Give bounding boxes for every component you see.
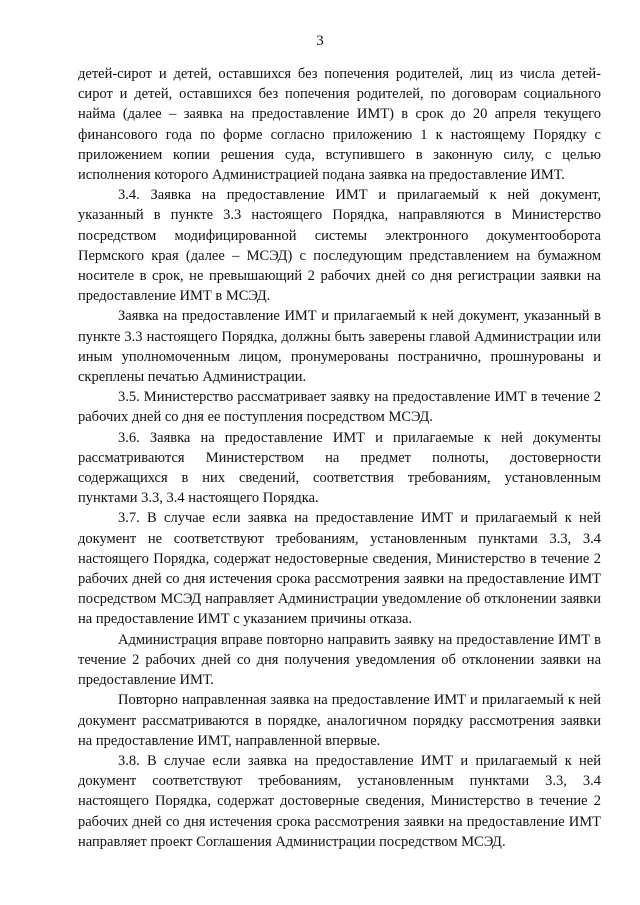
page-number: 3 xyxy=(316,33,324,49)
paragraph-continuation: детей-сирот и детей, оставшихся без попечения родителей, лиц из числа детей-сирот и детей, оставшихся без попечения родителей, по договорам социального найма (далее – заявка на предоставление ИМТ) в срок до 20 апреля текущего финансового года по форме согласно приложению 1 к настоящему Порядку с приложением копии решения суда, вступившего в законную силу, с целью исполнения которого Администрацией подана заявка на предоставление ИМТ. xyxy=(78,66,601,184)
paragraph-3-8: 3.8. В случае если заявка на предоставление ИМТ и прилагаемый к ней документ соответствуют требованиям, установленным пунктами 3.3, 3.4 настоящего Порядка, содержат достоверные сведения, Министерство в течение 2 рабочих дней со дня истечения срока рассмотрения заявки на предоставление ИМТ направляет проект Соглашения Администрации посредством МСЭД. xyxy=(78,752,601,850)
paragraph-3-5: 3.5. Министерство рассматривает заявку на предоставление ИМТ в течение 2 рабочих дней со дня ее поступления посредством МСЭД. xyxy=(78,389,601,426)
paragraph-3-4: 3.4. Заявка на предоставление ИМТ и прилагаемый к ней документ, указанный в пункте 3.3 настоящего Порядка, направляются в Министерство посредством модифицированной системы электронного документооборота Пермского края (далее – МСЭД) с последующим представлением на бумажном носителе в срок, не превышающий 2 рабочих дней со дня регистрации заявки на предоставление ИМТ в МСЭД. xyxy=(78,187,601,305)
document-body xyxy=(78,64,601,852)
paragraph-3-7: 3.7. В случае если заявка на предоставление ИМТ и прилагаемый к ней документ не соответствуют требованиям, установленным пунктами 3.3, 3.4 настоящего Порядка, содержат недостоверные сведения, Министерство в течение 2 рабочих дней со дня истечения срока рассмотрения заявки на предоставление ИМТ посредством МСЭД направляет Администрации уведомление об отклонении заявки на предоставление ИМТ с указанием причины отказа. xyxy=(78,510,601,628)
paragraph-3-4-certification: Заявка на предоставление ИМТ и прилагаемый к ней документ, указанный в пункте 3.3 настоящего Порядка, должны быть заверены главой Администрации или иным уполномоченным лицом, пронумерованы постранично, прошнурованы и скреплены печатью Администрации. xyxy=(78,308,601,386)
paragraph-3-6: 3.6. Заявка на предоставление ИМТ и прилагаемые к ней документы рассматриваются Министерством на предмет полноты, достоверности содержащихся в них сведений, соответствия требованиям, установленным пунктами 3.3, 3.4 настоящего Порядка. xyxy=(78,429,601,507)
paragraph-3-7-review: Повторно направленная заявка на предоставление ИМТ и прилагаемый к ней документ рассматриваются в порядке, аналогичном порядку рассмотрения заявки на предоставление ИМТ, направленной впервые. xyxy=(78,692,601,749)
paragraph-3-7-resubmission: Администрация вправе повторно направить заявку на предоставление ИМТ в течение 2 рабочих дней со дня получения уведомления об отклонении заявки на предоставление ИМТ. xyxy=(78,631,601,689)
